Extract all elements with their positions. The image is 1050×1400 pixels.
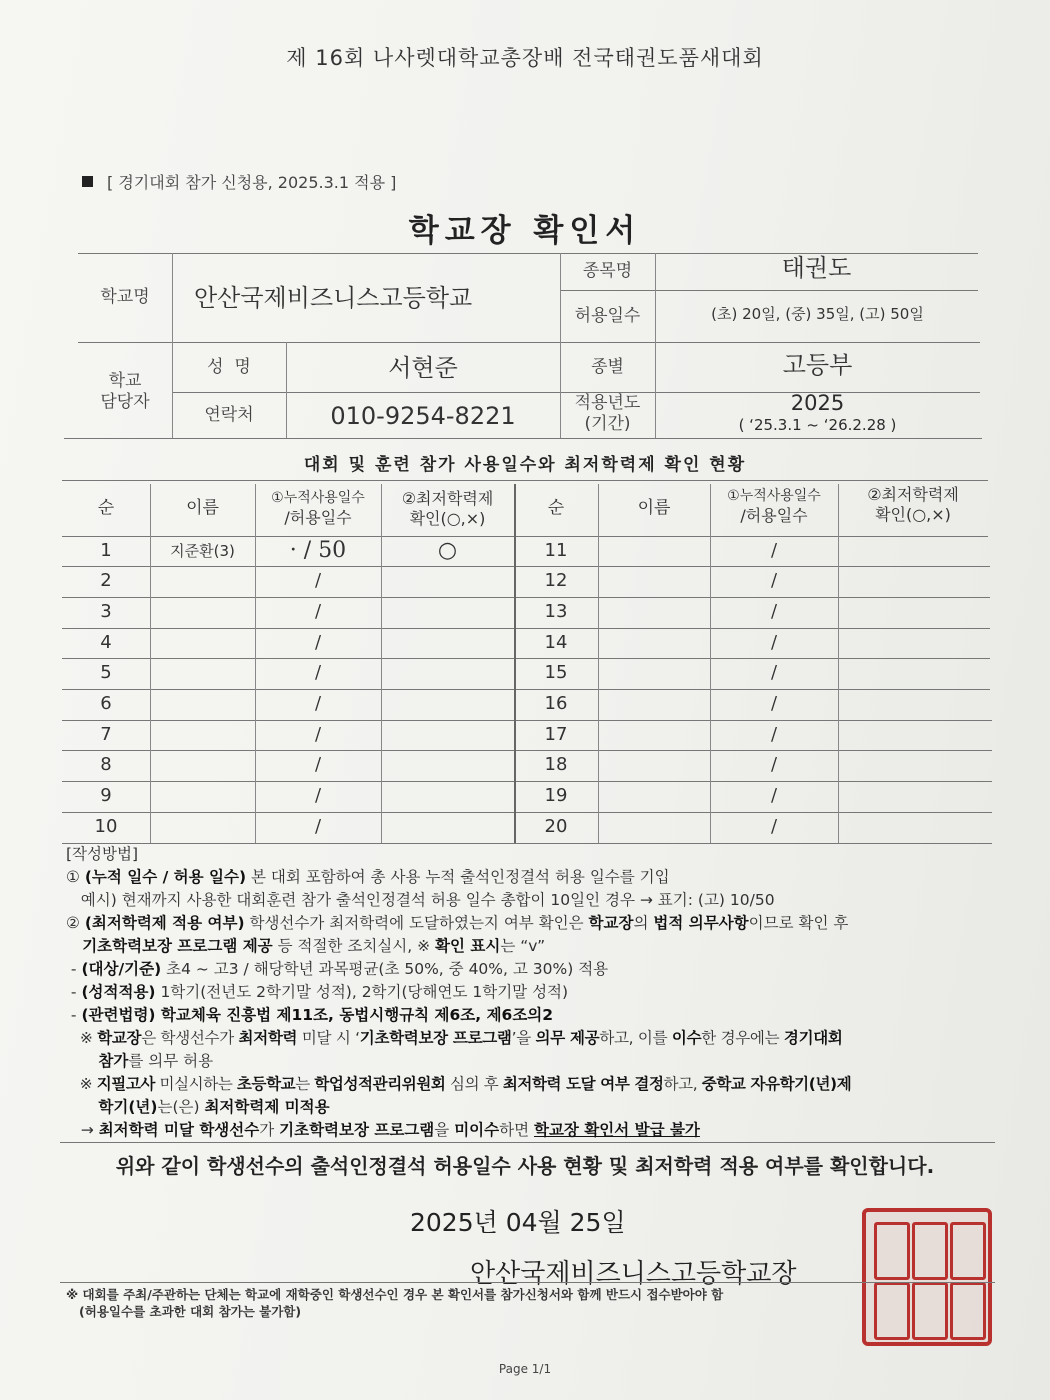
row-8-days: / <box>314 753 322 775</box>
row-5-name <box>150 658 255 688</box>
row-3-name <box>150 597 255 627</box>
col-header-name: 이름 <box>186 498 219 519</box>
text-run-bold: 학기(년) <box>66 1098 158 1116</box>
row-1-days: · / 50 <box>289 538 347 564</box>
row-11-name <box>598 536 710 566</box>
instruction-line <box>66 1026 1006 1049</box>
seal-glyph <box>950 1222 986 1280</box>
manager-label-line2: 담당자 <box>100 392 150 412</box>
row-6-no: 6 <box>100 692 112 714</box>
row-5-no: 5 <box>100 661 112 683</box>
school-seal-stamp <box>862 1208 992 1346</box>
row-3-check <box>381 597 514 627</box>
text-run: 이므로 확인 후 <box>748 914 849 932</box>
row-7-check <box>381 720 514 750</box>
year-label-line2: (기간) <box>584 414 631 434</box>
text-run: 하면 <box>499 1121 534 1139</box>
text-run-bold: (관련법령) 학교체육 진흥법 제11조, 동법시행규칙 제6조, 제6조의2 <box>81 1006 554 1024</box>
text-run-bold: 최저학력 <box>238 1029 298 1047</box>
row-1-check: ○ <box>437 538 458 564</box>
text-run: ※ <box>66 1029 98 1047</box>
text-run: 초4 ~ 고3 / 해당학년 과목평균(초 50%, 중 40%, 고 30%) 적용 <box>161 960 609 978</box>
row-9-days: / <box>314 784 322 806</box>
name-value: 서현준 <box>388 353 458 382</box>
instructions-heading: [작성방법] <box>66 845 138 863</box>
row-11-days: / <box>770 539 778 561</box>
text-run: 등 적절한 조치실시, ※ <box>272 937 436 955</box>
text-run: 는 “v” <box>500 937 546 955</box>
text-run: 하고, 이를 <box>599 1029 672 1047</box>
manager-label-line1: 학교 <box>108 370 142 391</box>
row-6-days: / <box>314 692 322 714</box>
col-header-days-line1: ①누적사용일수 <box>271 490 365 507</box>
col-header-min-right-line2: 확인(○,×) <box>875 505 951 524</box>
text-run-bold: 최저학력 미달 학생선수 <box>98 1121 260 1139</box>
apply-note-text: [ 경기대회 참가 신청용, 2025.3.1 적용 ] <box>107 173 397 192</box>
text-run-bold: 미이수 <box>454 1121 500 1139</box>
text-run: 미달 시 ‘ <box>297 1029 360 1047</box>
seal-glyph <box>912 1282 948 1340</box>
text-run: ② <box>66 914 85 932</box>
text-run: 는 <box>295 1075 315 1093</box>
confirmation-statement: 위와 같이 학생선수의 출석인정결석 허용일수 사용 현황 및 최저학력 적용 여부를 확인합니다. <box>115 1154 935 1178</box>
row-17-days: / <box>770 723 778 745</box>
row-14-days: / <box>770 631 778 653</box>
row-12-name <box>598 566 710 596</box>
text-run-bold: 학교장 <box>588 914 634 932</box>
row-13-days: / <box>770 600 778 622</box>
col-header-name-right: 이름 <box>637 498 671 519</box>
row-18-name <box>598 750 710 780</box>
text-run: 를 의무 허용 <box>128 1052 214 1070</box>
allowed-days-value: (초) 20일, (중) 35일, (고) 50일 <box>711 305 924 324</box>
row-14-name <box>598 628 710 658</box>
instructions <box>66 842 1006 1141</box>
row-2-days: / <box>314 569 322 591</box>
col-header-days-right-line2: /허용일수 <box>740 505 808 525</box>
row-1-name: 지준환(3) <box>170 541 235 560</box>
row-13-check <box>838 597 988 627</box>
text-run-bold: 기초학력보장 프로그램 <box>279 1121 435 1139</box>
text-run: - <box>66 1006 82 1024</box>
instruction-line: 예시) 현재까지 사용한 대회훈련 참가 출석인정결석 허용 일수 총합이 10일인 경우 → 표기: (고) 10/50 <box>66 891 775 909</box>
allowed-days-label: 허용일수 <box>574 306 641 327</box>
row-17-no: 17 <box>544 723 568 745</box>
row-2-check <box>381 566 514 596</box>
text-run-bold: 초등학교 <box>236 1075 296 1093</box>
row-15-name <box>598 658 710 688</box>
text-run-bold: 확인 표시 <box>435 937 501 955</box>
instruction-line <box>66 1072 1006 1095</box>
manager-label <box>78 346 172 438</box>
row-5-days: / <box>314 661 322 683</box>
info-bottom-rule <box>64 438 982 439</box>
row-3-no: 3 <box>100 600 112 622</box>
contact-label: 연락처 <box>204 405 254 426</box>
row-16-name <box>598 689 710 719</box>
col-header-days <box>255 482 381 536</box>
row-3-days: / <box>314 600 322 622</box>
row-10-no: 10 <box>94 815 118 837</box>
text-run: → <box>66 1121 99 1139</box>
apply-note <box>82 170 396 193</box>
document-title: 학교장 확인서 <box>408 213 642 249</box>
text-run-bold: 학교장 확인서 발급 불가 <box>533 1121 700 1139</box>
principal-signature-name: 안산국제비즈니스고등학교장 <box>470 1259 797 1289</box>
row-20-check <box>838 812 988 842</box>
row-12-days: / <box>770 569 778 591</box>
text-run-bold: 참가 <box>66 1052 129 1070</box>
row-20-days: / <box>770 815 778 837</box>
text-run-bold: 학교장 <box>97 1029 142 1047</box>
text-run-bold: 중학교 자유학기(년)제 <box>701 1075 852 1093</box>
row-12-check <box>838 566 988 596</box>
usage-section-title: 대회 및 훈련 참가 사용일수와 최저학력제 확인 현황 <box>303 455 747 475</box>
instruction-line <box>66 865 1006 888</box>
text-run-bold: 기초학력보장 프로그램 제공 <box>66 937 273 955</box>
instruction-line <box>66 911 1006 934</box>
col-header-min-right-line1: ②최저학력제 <box>867 485 959 504</box>
row-18-no: 18 <box>544 753 568 775</box>
row-11-check <box>838 536 988 566</box>
row-4-name <box>150 628 255 658</box>
text-run: 은 학생선수가 <box>141 1029 239 1047</box>
text-run: 심의 후 <box>445 1075 503 1093</box>
col-header-days-line2: /허용일수 <box>284 507 352 527</box>
text-run: 학생선수가 최저학력에 도달하였는지 여부 확인은 <box>244 914 589 932</box>
contact-value: 010-9254-8221 <box>330 402 516 430</box>
row-16-check <box>838 689 988 719</box>
event-title: 제 16회 나사렛대학교총장배 전국태권도품새대회 <box>286 46 764 70</box>
division-label: 종별 <box>591 356 624 377</box>
row-8-check <box>381 750 514 780</box>
text-run-bold: 지필고사 <box>96 1075 155 1093</box>
event-label: 종목명 <box>582 261 633 282</box>
text-run: 하고, <box>663 1075 702 1093</box>
row-1-no: 1 <box>100 539 112 561</box>
instruction-line <box>66 1118 1006 1141</box>
row-17-check <box>838 720 988 750</box>
text-run: 의 <box>633 914 654 932</box>
row-18-days: / <box>770 753 778 775</box>
division-value: 고등부 <box>782 350 853 379</box>
row-4-no: 4 <box>100 631 112 653</box>
col-header-min-line2: 확인(○,×) <box>409 509 486 528</box>
row-10-check <box>381 812 514 842</box>
row-2-no: 2 <box>100 569 112 591</box>
text-run-bold: (대상/기준) <box>81 960 162 978</box>
row-16-no: 16 <box>544 692 568 714</box>
text-run-bold: 최저학력 도달 여부 결정 <box>502 1075 664 1093</box>
info-rule-event <box>560 290 978 291</box>
year-label-line1: 적용년도 <box>574 392 641 413</box>
text-run: 본 대회 포함하여 총 사용 누적 출석인정결석 허용 일수를 기입 <box>246 868 670 886</box>
col-header-min-right <box>838 478 988 532</box>
row-10-days: / <box>314 815 322 837</box>
instruction-line <box>66 1095 1006 1118</box>
row-8-name <box>150 750 255 780</box>
text-run: - <box>66 983 82 1001</box>
row-5-check <box>381 658 514 688</box>
row-15-days: / <box>770 661 778 683</box>
text-run-bold: 경기대회 <box>783 1029 843 1047</box>
row-20-no: 20 <box>544 815 568 837</box>
text-run: ’을 <box>511 1029 536 1047</box>
seal-glyph <box>950 1282 986 1340</box>
instruction-line <box>66 980 1006 1003</box>
col-header-days-right-line1: ①누적사용일수 <box>727 488 821 505</box>
text-run-bold: 최저학력제 미적용 <box>204 1098 330 1116</box>
row-14-no: 14 <box>544 631 568 653</box>
row-13-no: 13 <box>544 600 568 622</box>
instruction-line <box>66 1003 1006 1026</box>
footnote-line-2: (허용일수를 초과한 대회 참가는 불가함) <box>66 1303 302 1319</box>
row-19-name <box>598 781 710 811</box>
row-7-name <box>150 720 255 750</box>
text-run-bold: 이수 <box>671 1029 702 1047</box>
row-15-check <box>838 658 988 688</box>
school-label: 학교명 <box>100 287 150 308</box>
text-run-bold: 의무 제공 <box>535 1029 600 1047</box>
row-9-check <box>381 781 514 811</box>
footnote <box>66 1287 723 1321</box>
text-run: 가 <box>259 1121 280 1139</box>
text-run-bold: (누적 일수 / 허용 일수) <box>84 868 247 886</box>
name-label: 성 명 <box>207 356 251 377</box>
col-header-no-right: 순 <box>547 498 565 519</box>
school-value: 안산국제비즈니스고등학교 <box>194 284 473 312</box>
row-4-check <box>381 628 514 658</box>
text-run-bold: 법적 의무사항 <box>653 914 749 932</box>
issue-date: 2025년 04월 25일 <box>410 1208 626 1237</box>
event-value: 태권도 <box>781 254 852 282</box>
row-15-no: 15 <box>544 661 568 683</box>
row-18-check <box>838 750 988 780</box>
row-7-days: / <box>314 723 322 745</box>
row-9-name <box>150 781 255 811</box>
text-run: ① <box>66 868 85 886</box>
text-run: 한 경우에는 <box>701 1029 784 1047</box>
text-run: 1학기(전년도 2학기말 성적), 2학기(당해연도 1학기말 성적) <box>155 983 569 1001</box>
footnote-line-1: ※ 대회를 주최/주관하는 단체는 학교에 재학중인 학생선수인 경우 본 확인서를 참가신청서와 함께 반드시 접수받아야 함 <box>66 1287 724 1302</box>
row-20-name <box>598 812 710 842</box>
seal-glyph <box>874 1222 910 1280</box>
text-run: ※ <box>66 1075 97 1093</box>
text-run: 는(은) <box>157 1098 205 1116</box>
text-run-bold: 학업성적관리위원회 <box>314 1075 446 1093</box>
col-header-min <box>381 482 514 536</box>
seal-glyph <box>874 1282 910 1340</box>
row-16-days: / <box>770 692 778 714</box>
row-14-check <box>838 628 988 658</box>
row-17-name <box>598 720 710 750</box>
period-value: ( ‘25.3.1 ~ ‘26.2.28 ) <box>738 415 897 434</box>
year-value: 2025 <box>790 390 845 415</box>
row-19-check <box>838 781 988 811</box>
row-10-name <box>150 812 255 842</box>
col-header-no: 순 <box>97 498 115 519</box>
year-label <box>560 390 655 438</box>
seal-glyph <box>912 1222 948 1280</box>
row-11-no: 11 <box>544 539 568 561</box>
year-value-cell <box>655 386 980 438</box>
text-run: 미실시하는 <box>155 1075 237 1093</box>
text-run-bold: (성적적용) <box>81 983 156 1001</box>
col-header-days-right <box>710 480 838 534</box>
square-bullet-icon <box>82 176 93 187</box>
text-run-bold: 기초학력보장 프로그램 <box>359 1029 512 1047</box>
row-13-name <box>598 597 710 627</box>
row-19-days: / <box>770 784 778 806</box>
row-8-no: 8 <box>100 753 112 775</box>
row-6-name <box>150 689 255 719</box>
instruction-line <box>66 1049 1006 1072</box>
col-header-min-line1: ②최저학력제 <box>401 489 494 508</box>
row-9-no: 9 <box>100 784 112 806</box>
instruction-line <box>66 934 1006 957</box>
page-number: Page 1/1 <box>498 1362 552 1376</box>
text-run: - <box>66 960 82 978</box>
instruction-line <box>66 957 1006 980</box>
row-2-name <box>150 566 255 596</box>
confirm-rule <box>60 1142 995 1143</box>
text-run: 을 <box>434 1121 455 1139</box>
footnote-rule <box>60 1282 995 1283</box>
row-12-no: 12 <box>544 569 568 591</box>
row-6-check <box>381 689 514 719</box>
row-7-no: 7 <box>100 723 112 745</box>
text-run-bold: (최저학력제 적용 여부) <box>84 914 245 932</box>
row-4-days: / <box>314 631 322 653</box>
row-19-no: 19 <box>544 784 568 806</box>
